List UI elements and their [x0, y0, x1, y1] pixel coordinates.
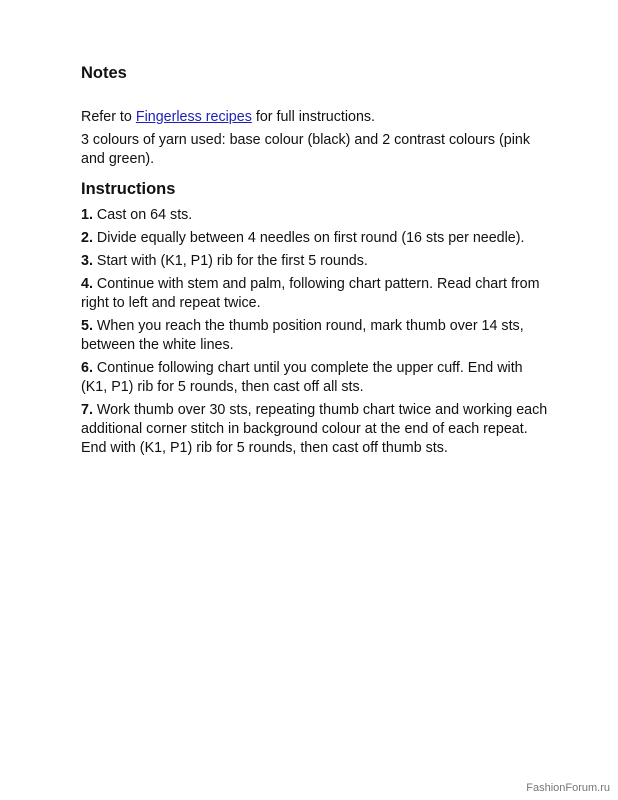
instructions-heading: Instructions	[81, 180, 176, 198]
notes-section	[81, 108, 551, 173]
step-text: Cast on 64 sts.	[96, 207, 193, 223]
instruction-step	[81, 359, 551, 397]
step-number: 1.	[81, 207, 93, 223]
step-text: Continue with stem and palm, following chart pattern. Read chart from right to left and repeat twice.	[81, 276, 540, 311]
refer-prefix: Refer to	[81, 109, 132, 125]
fingerless-recipes-link[interactable]: Fingerless recipes	[135, 109, 252, 125]
step-number: 4.	[81, 276, 93, 292]
step-number: 6.	[81, 360, 93, 376]
instruction-step	[81, 206, 551, 225]
instruction-step	[81, 401, 551, 458]
instruction-step	[81, 252, 551, 271]
step-number: 5.	[81, 318, 93, 334]
instructions-list	[81, 206, 551, 462]
notes-heading: Notes	[81, 64, 127, 82]
step-number: 7.	[81, 402, 93, 418]
refer-suffix: for full instructions.	[255, 109, 376, 125]
instruction-step	[81, 317, 551, 355]
instruction-step	[81, 275, 551, 313]
step-text: Divide equally between 4 needles on first round (16 sts per needle).	[96, 230, 525, 246]
step-text: When you reach the thumb position round, mark thumb over 14 sts, between the white lines.	[81, 318, 524, 353]
yarn-paragraph: 3 colours of yarn used: base colour (black) and 2 contrast colours (pink and green).	[81, 132, 530, 167]
instruction-step	[81, 229, 551, 248]
step-text: Work thumb over 30 sts, repeating thumb chart twice and working each additional corner stitch in background colour at the end of each repeat. End with (K1, P1) rib for 5 rounds, then cast off thumb sts.	[81, 402, 548, 456]
step-number: 3.	[81, 253, 93, 269]
watermark-text: FashionForum.ru	[526, 782, 610, 794]
step-text: Continue following chart until you complete the upper cuff. End with (K1, P1) rib for 5 rounds, then cast off all sts.	[81, 360, 523, 395]
step-number: 2.	[81, 230, 93, 246]
refer-paragraph	[81, 108, 551, 127]
step-text: Start with (K1, P1) rib for the first 5 rounds.	[96, 253, 368, 269]
